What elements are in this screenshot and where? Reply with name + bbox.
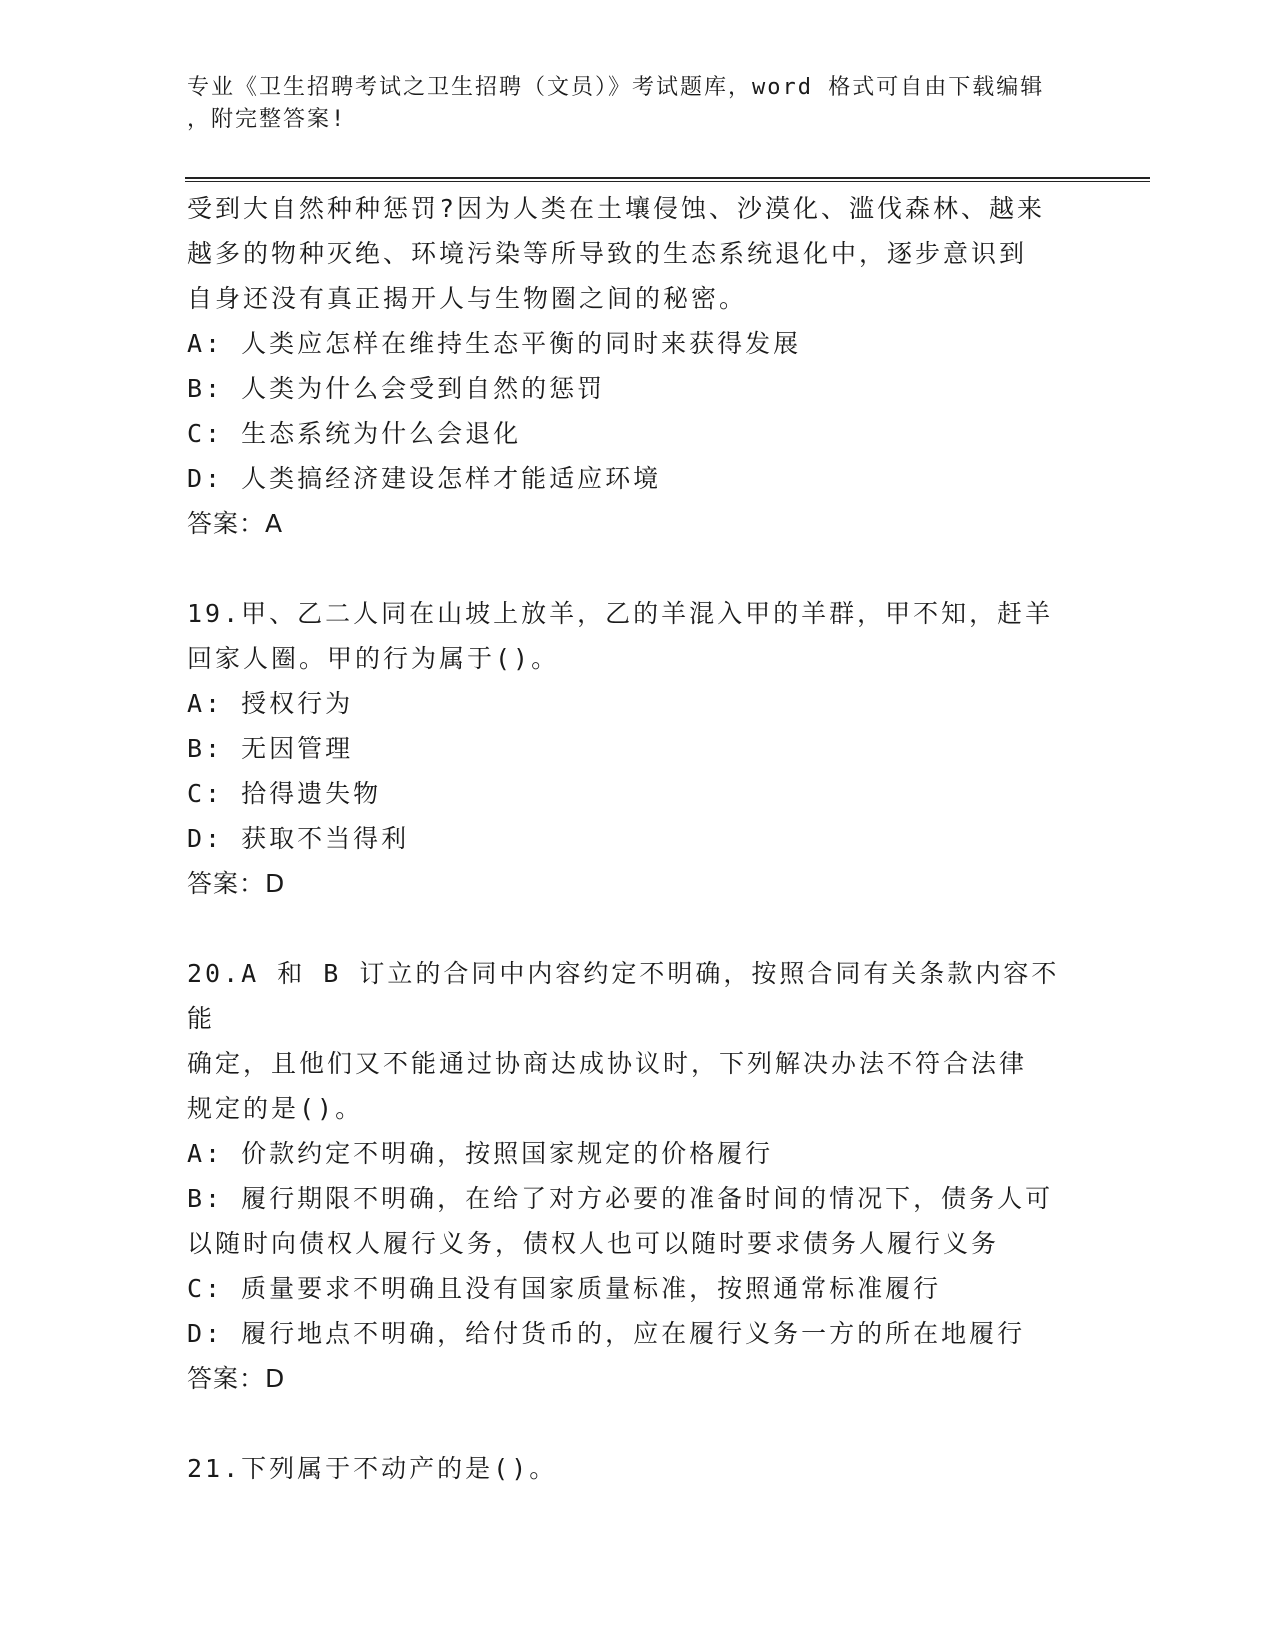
header-divider <box>185 177 1150 182</box>
question-18 <box>187 186 1087 546</box>
spacer <box>187 906 1087 951</box>
header-line-1: 专业《卫生招聘考试之卫生招聘（文员）》考试题库，word 格式可自由下载编辑 <box>187 75 1045 100</box>
question-stem-line: 规定的是()。 <box>187 1094 364 1123</box>
question-19 <box>187 591 1087 906</box>
option-d: D: 人类搞经济建设怎样才能适应环境 <box>187 464 662 493</box>
option-d: D: 履行地点不明确，给付货币的，应在履行义务一方的所在地履行 <box>187 1319 1026 1348</box>
answer-line: 答案：D <box>187 869 286 898</box>
question-stem-line: 确定，且他们又不能通过协商达成协议时，下列解决办法不符合法律 <box>187 1049 1028 1078</box>
spacer <box>187 1401 1087 1446</box>
header-line-2: ，附完整答案! <box>187 107 347 132</box>
option-a: A: 价款约定不明确，按照国家规定的价格履行 <box>187 1139 774 1168</box>
question-20 <box>187 951 1087 1401</box>
question-stem-line: 20.A 和 B 订立的合同中内容约定不明确，按照合同有关条款内容不能 <box>187 959 1060 1033</box>
question-21 <box>187 1446 1087 1491</box>
answer-line: 答案：D <box>187 1364 286 1393</box>
option-a: A: 人类应怎样在维持生态平衡的同时来获得发展 <box>187 329 802 358</box>
option-b-continued: 以随时向债权人履行义务，债权人也可以随时要求债务人履行义务 <box>187 1229 1000 1258</box>
option-c: C: 生态系统为什么会退化 <box>187 419 522 448</box>
option-a: A: 授权行为 <box>187 689 354 718</box>
option-c: C: 拾得遗失物 <box>187 779 382 808</box>
question-stem-line: 越多的物种灭绝、环境污染等所导致的生态系统退化中，逐步意识到 <box>187 239 1028 268</box>
spacer <box>187 546 1087 591</box>
question-stem-line: 回家人圈。甲的行为属于()。 <box>187 644 560 673</box>
document-header <box>187 72 1067 136</box>
question-stem-line: 21.下列属于不动产的是()。 <box>187 1454 558 1483</box>
option-d: D: 获取不当得利 <box>187 824 410 853</box>
option-c: C: 质量要求不明确且没有国家质量标准，按照通常标准履行 <box>187 1274 942 1303</box>
question-stem-line: 受到大自然种种惩罚?因为人类在土壤侵蚀、沙漠化、滥伐森林、越来 <box>187 194 1046 223</box>
question-stem-line: 19.甲、乙二人同在山坡上放羊，乙的羊混入甲的羊群，甲不知，赶羊 <box>187 599 1054 628</box>
option-b: B: 人类为什么会受到自然的惩罚 <box>187 374 606 403</box>
document-body <box>187 186 1087 1491</box>
question-stem-line: 自身还没有真正揭开人与生物圈之间的秘密。 <box>187 284 748 313</box>
option-b: B: 履行期限不明确，在给了对方必要的准备时间的情况下，债务人可 <box>187 1184 1054 1213</box>
answer-line: 答案：A <box>187 509 284 538</box>
option-b: B: 无因管理 <box>187 734 354 763</box>
